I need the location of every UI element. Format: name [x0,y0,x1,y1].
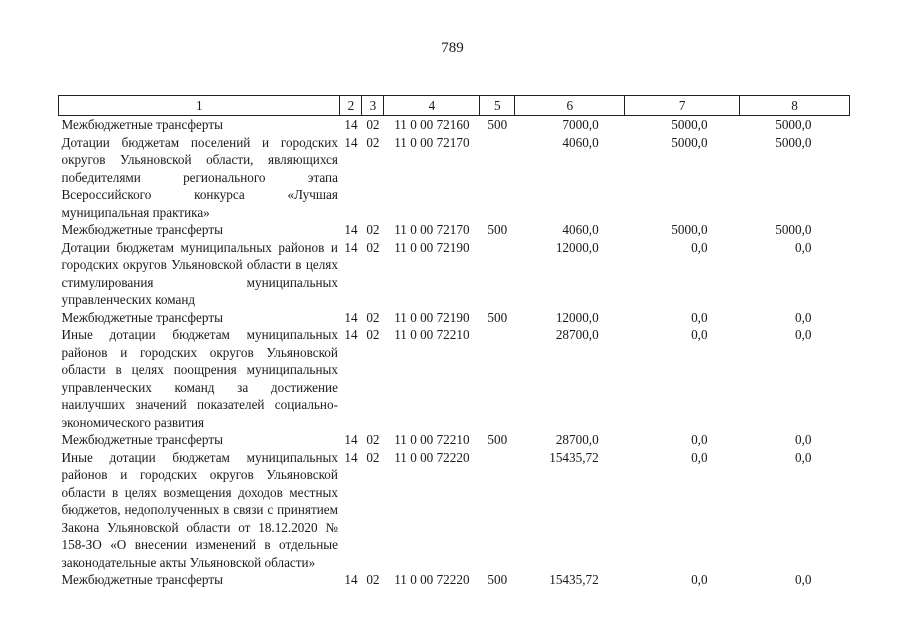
row-subsection: 02 [366,239,380,255]
column-header: 4 [384,96,480,116]
row-value-8: 0,0 [795,327,812,342]
row-value-7: 0,0 [691,449,708,465]
row-name: Межбюджетные трансферты [61,117,223,132]
row-value-6: 15435,72 [549,449,599,465]
row-section: 14 [344,572,358,587]
row-target-code: 11 0 00 72160 [394,117,470,132]
row-section: 14 [344,309,358,325]
table-row [59,326,850,431]
row-name: Иные дотации бюджетам муниципальных районов и городских округов Ульяновской области в целях возмещения доходов местных бюджетов, недополученных в связи с принятием Закона Ульяновской области от 18.12.2020 № 158-ЗО «О внесении изменений в отдельные законодательные акты Ульяновской области» [61,449,338,570]
row-subsection: 02 [366,327,380,342]
row-value-7: 0,0 [691,432,708,447]
row-expense-type: 500 [487,222,508,237]
row-section: 14 [344,134,358,150]
table-row [59,221,850,239]
row-section: 14 [344,449,358,465]
row-value-8: 5000,0 [775,117,812,132]
row-value-7: 5000,0 [671,117,708,132]
row-value-6: 12000,0 [555,239,599,255]
row-target-code: 11 0 00 72210 [394,432,470,447]
row-value-7: 5000,0 [671,222,708,237]
row-value-6: 15435,72 [549,572,599,587]
row-name: Дотации бюджетам поселений и городских округов Ульяновской области, являющихся победителями регионального этапа Всероссийского конкурса «Лучшая муниципальная практика» [61,134,338,220]
row-subsection: 02 [366,222,380,237]
row-expense-type: 500 [487,572,508,587]
row-section: 14 [344,327,358,342]
table-row [59,431,850,449]
row-value-8: 5000,0 [775,134,812,150]
table-row [59,449,850,572]
row-name: Межбюджетные трансферты [61,222,223,237]
row-name: Иные дотации бюджетам муниципальных районов и городских округов Ульяновской области в целях поощрения муниципальных управленческих команд за достижение наилучших значений показателей социально-экономического развития [61,327,338,430]
row-value-6: 12000,0 [555,309,599,325]
row-value-6: 7000,0 [562,117,599,132]
column-header: 2 [340,96,362,116]
budget-table [58,95,850,589]
row-section: 14 [344,239,358,255]
row-value-7: 0,0 [691,327,708,342]
column-header: 6 [515,96,625,116]
row-expense-type [480,326,515,431]
row-section: 14 [344,432,358,447]
row-expense-type: 500 [487,432,508,447]
header-row [59,96,850,116]
row-target-code: 11 0 00 72220 [394,572,470,587]
row-target-code: 11 0 00 72190 [394,239,470,255]
row-value-8: 0,0 [795,572,812,587]
table-row [59,571,850,589]
row-expense-type: 500 [487,117,508,132]
row-value-7: 0,0 [691,572,708,587]
row-expense-type [480,134,515,222]
row-value-8: 0,0 [795,309,812,325]
column-header: 3 [362,96,384,116]
page-number: 789 [441,40,464,56]
row-target-code: 11 0 00 72170 [394,134,470,150]
column-header: 7 [625,96,740,116]
row-value-7: 0,0 [691,309,708,325]
row-value-8: 0,0 [795,449,812,465]
column-header: 5 [480,96,515,116]
row-expense-type [480,449,515,572]
table-row [59,134,850,222]
row-subsection: 02 [366,432,380,447]
row-section: 14 [344,117,358,132]
row-value-6: 28700,0 [555,327,599,342]
row-expense-type [480,239,515,309]
row-subsection: 02 [366,449,380,465]
row-name: Межбюджетные трансферты [61,572,223,587]
row-value-6: 4060,0 [562,134,599,150]
row-value-8: 5000,0 [775,222,812,237]
row-value-8: 0,0 [795,432,812,447]
row-value-6: 4060,0 [562,222,599,237]
row-value-6: 28700,0 [555,432,599,447]
column-header: 1 [59,96,340,116]
row-value-7: 5000,0 [671,134,708,150]
row-target-code: 11 0 00 72220 [394,449,470,465]
row-target-code: 11 0 00 72170 [394,222,470,237]
row-name: Межбюджетные трансферты [61,309,223,325]
row-section: 14 [344,222,358,237]
row-subsection: 02 [366,572,380,587]
row-target-code: 11 0 00 72210 [394,327,470,342]
row-expense-type: 500 [487,309,508,325]
row-subsection: 02 [366,134,380,150]
table-row [59,309,850,327]
row-value-8: 0,0 [795,239,812,255]
table-row [59,239,850,309]
column-header: 8 [740,96,850,116]
table-row [59,116,850,134]
row-target-code: 11 0 00 72190 [394,309,470,325]
row-value-7: 0,0 [691,239,708,255]
row-name: Межбюджетные трансферты [61,432,223,447]
row-subsection: 02 [366,117,380,132]
row-name: Дотации бюджетам муниципальных районов и городских округов Ульяновской области в целях стимулирования муниципальных управленческих команд [61,239,338,307]
row-subsection: 02 [366,309,380,325]
